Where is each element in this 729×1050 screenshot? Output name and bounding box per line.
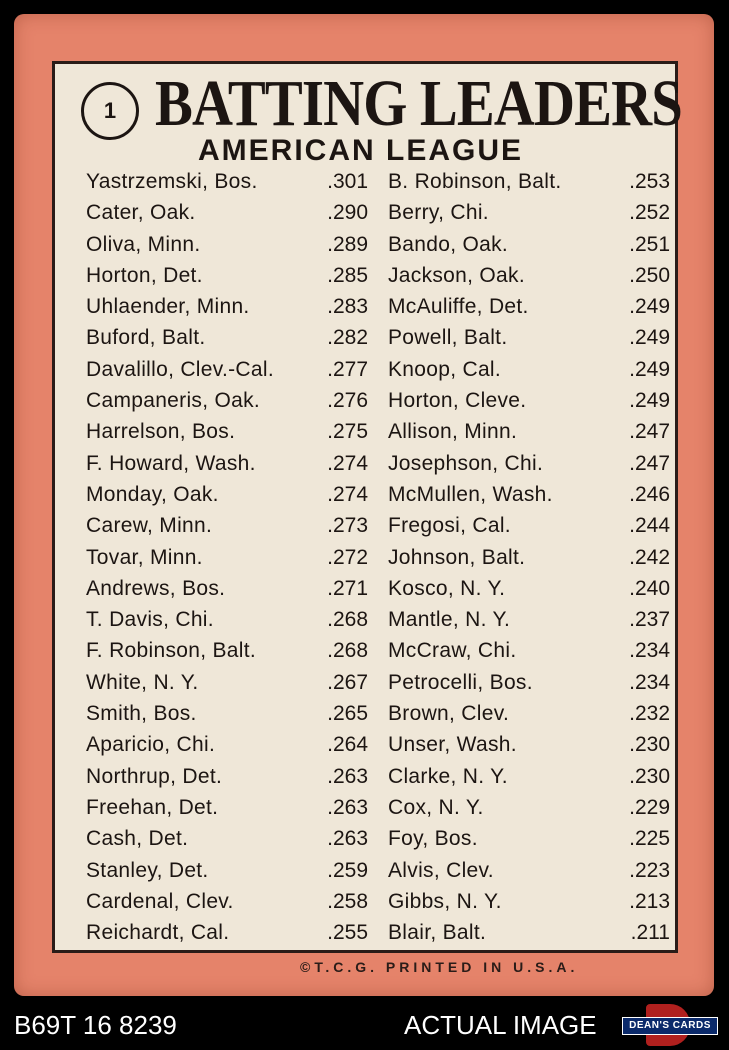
leader-row	[86, 635, 368, 666]
player-name: F. Howard, Wash.	[86, 451, 256, 475]
batting-average: .283	[327, 295, 368, 319]
leader-row	[86, 604, 368, 635]
player-name: Cash, Det.	[86, 827, 189, 851]
player-name: Cardenal, Clev.	[86, 889, 234, 913]
leader-row	[86, 792, 368, 823]
player-name: White, N. Y.	[86, 670, 199, 694]
leader-row	[86, 729, 368, 760]
player-name: Horton, Det.	[86, 263, 203, 287]
player-name: Harrelson, Bos.	[86, 420, 236, 444]
batting-average: .211	[630, 921, 670, 945]
batting-average: .273	[327, 514, 368, 538]
batting-average: .234	[629, 639, 670, 663]
batting-average: .250	[629, 263, 670, 287]
batting-average: .277	[327, 357, 368, 381]
leader-row	[86, 385, 368, 416]
card-number: 1	[103, 98, 117, 123]
leader-row	[388, 792, 670, 823]
player-name: Josephson, Chi.	[388, 451, 544, 475]
player-name: Mantle, N. Y.	[388, 608, 511, 632]
leader-row	[388, 635, 670, 666]
leader-row	[86, 229, 368, 260]
leader-row	[388, 823, 670, 854]
player-name: Aparicio, Chi.	[86, 733, 216, 757]
player-name: Bando, Oak.	[388, 232, 509, 256]
leader-row	[388, 166, 670, 197]
copyright-line: ©T.C.G. PRINTED IN U.S.A.	[300, 959, 579, 975]
batting-average: .251	[629, 232, 670, 256]
player-name: Freehan, Det.	[86, 795, 219, 819]
batting-average: .252	[629, 201, 670, 225]
player-name: Knoop, Cal.	[388, 357, 502, 381]
actual-image-label: ACTUAL IMAGE	[404, 1010, 597, 1040]
leader-row	[388, 510, 670, 541]
leaders-column-right	[388, 166, 670, 948]
batting-average: .264	[327, 733, 368, 757]
player-name: Blair, Balt.	[388, 921, 487, 945]
leader-row	[86, 166, 368, 197]
batting-average: .263	[327, 795, 368, 819]
batting-average: .247	[629, 451, 670, 475]
leader-row	[388, 604, 670, 635]
batting-average: .213	[629, 889, 670, 913]
player-name: Alvis, Clev.	[388, 858, 494, 882]
player-name: Davalillo, Clev.-Cal.	[86, 357, 274, 381]
leader-row	[86, 510, 368, 541]
leader-row	[86, 573, 368, 604]
leader-row	[388, 761, 670, 792]
leader-row	[388, 416, 670, 447]
leader-row	[86, 542, 368, 573]
leader-row	[388, 917, 670, 948]
batting-average: .249	[629, 389, 670, 413]
leader-row	[86, 322, 368, 353]
leaders-column-left	[86, 166, 368, 948]
league-subtitle: AMERICAN LEAGUE	[198, 134, 524, 167]
batting-average: .246	[629, 482, 670, 506]
player-name: Stanley, Det.	[86, 858, 209, 882]
card-number-badge	[81, 82, 139, 140]
player-name: Horton, Cleve.	[388, 389, 527, 413]
batting-average: .249	[629, 357, 670, 381]
logo-banner: DEAN'S CARDS	[622, 1017, 718, 1035]
player-name: Uhlaender, Minn.	[86, 295, 250, 319]
player-name: Gibbs, N. Y.	[388, 889, 502, 913]
leader-row	[388, 291, 670, 322]
leader-row	[388, 322, 670, 353]
leader-row	[86, 886, 368, 917]
batting-average: .244	[629, 514, 670, 538]
player-name: Tovar, Minn.	[86, 545, 203, 569]
player-name: Buford, Balt.	[86, 326, 206, 350]
batting-average: .271	[327, 576, 368, 600]
leader-row	[388, 260, 670, 291]
leader-row	[86, 291, 368, 322]
leader-row	[86, 823, 368, 854]
batting-average: .268	[327, 608, 368, 632]
player-name: Foy, Bos.	[388, 827, 478, 851]
batting-average: .255	[327, 921, 368, 945]
leader-row	[388, 385, 670, 416]
leader-row	[86, 260, 368, 291]
leader-row	[388, 698, 670, 729]
batting-average: .290	[327, 201, 368, 225]
batting-average: .272	[327, 545, 368, 569]
player-name: Yastrzemski, Bos.	[86, 170, 258, 193]
leader-row	[86, 479, 368, 510]
leader-row	[86, 917, 368, 948]
player-name: McCraw, Chi.	[388, 639, 517, 663]
leader-row	[86, 416, 368, 447]
batting-average: .230	[629, 733, 670, 757]
batting-average: .282	[327, 326, 368, 350]
leader-row	[86, 448, 368, 479]
player-name: Northrup, Det.	[86, 764, 223, 788]
leader-row	[388, 667, 670, 698]
player-name: Jackson, Oak.	[388, 263, 525, 287]
player-name: Reichardt, Cal.	[86, 921, 230, 945]
batting-average: .263	[327, 764, 368, 788]
player-name: T. Davis, Chi.	[86, 608, 214, 632]
batting-average: .301	[327, 170, 368, 193]
player-name: McMullen, Wash.	[388, 482, 553, 506]
leader-row	[86, 197, 368, 228]
leader-row	[388, 573, 670, 604]
batting-average: .274	[327, 482, 368, 506]
player-name: Berry, Chi.	[388, 201, 489, 225]
player-name: Powell, Balt.	[388, 326, 508, 350]
player-name: Allison, Minn.	[388, 420, 518, 444]
player-name: B. Robinson, Balt.	[388, 170, 562, 193]
batting-average: .259	[327, 858, 368, 882]
leader-row	[388, 448, 670, 479]
batting-average: .289	[327, 232, 368, 256]
player-name: Campaneris, Oak.	[86, 389, 261, 413]
player-name: Andrews, Bos.	[86, 576, 226, 600]
player-name: Carew, Minn.	[86, 514, 213, 538]
leader-row	[388, 229, 670, 260]
player-name: Kosco, N. Y.	[388, 576, 506, 600]
batting-average: .237	[629, 608, 670, 632]
player-name: Cater, Oak.	[86, 201, 196, 225]
batting-average: .274	[327, 451, 368, 475]
leader-row	[388, 197, 670, 228]
leader-row	[388, 542, 670, 573]
card-title: BATTING LEADERS	[155, 67, 682, 140]
deans-cards-logo	[622, 1004, 718, 1046]
player-name: Fregosi, Cal.	[388, 514, 511, 538]
batting-average: .240	[629, 576, 670, 600]
batting-average: .225	[629, 827, 670, 851]
batting-average: .247	[629, 420, 670, 444]
player-name: Brown, Clev.	[388, 702, 510, 726]
leader-row	[388, 729, 670, 760]
batting-average: .275	[327, 420, 368, 444]
leader-row	[388, 886, 670, 917]
batting-average: .253	[629, 170, 670, 193]
batting-average: .276	[327, 389, 368, 413]
batting-average: .223	[629, 858, 670, 882]
player-name: Petrocelli, Bos.	[388, 670, 533, 694]
player-name: Monday, Oak.	[86, 482, 219, 506]
batting-average: .285	[327, 263, 368, 287]
leader-row	[86, 354, 368, 385]
batting-average: .249	[629, 295, 670, 319]
leader-row	[388, 855, 670, 886]
player-name: Unser, Wash.	[388, 733, 517, 757]
player-name: Cox, N. Y.	[388, 795, 484, 819]
leader-row	[388, 354, 670, 385]
player-name: McAuliffe, Det.	[388, 295, 529, 319]
leader-row	[86, 855, 368, 886]
player-name: Oliva, Minn.	[86, 232, 201, 256]
batting-average: .232	[629, 702, 670, 726]
batting-average: .265	[327, 702, 368, 726]
leader-row	[86, 698, 368, 729]
batting-average: .229	[629, 795, 670, 819]
player-name: F. Robinson, Balt.	[86, 639, 256, 663]
cert-number: B69T 16 8239	[14, 1010, 177, 1040]
player-name: Clarke, N. Y.	[388, 764, 508, 788]
batting-average: .258	[327, 889, 368, 913]
batting-average: .267	[327, 670, 368, 694]
batting-average: .230	[629, 764, 670, 788]
batting-average: .263	[327, 827, 368, 851]
player-name: Johnson, Balt.	[388, 545, 526, 569]
batting-average: .242	[629, 545, 670, 569]
batting-average: .249	[629, 326, 670, 350]
leader-row	[86, 761, 368, 792]
player-name: Smith, Bos.	[86, 702, 197, 726]
leader-row	[86, 667, 368, 698]
batting-average: .268	[327, 639, 368, 663]
batting-average: .234	[629, 670, 670, 694]
leader-row	[388, 479, 670, 510]
